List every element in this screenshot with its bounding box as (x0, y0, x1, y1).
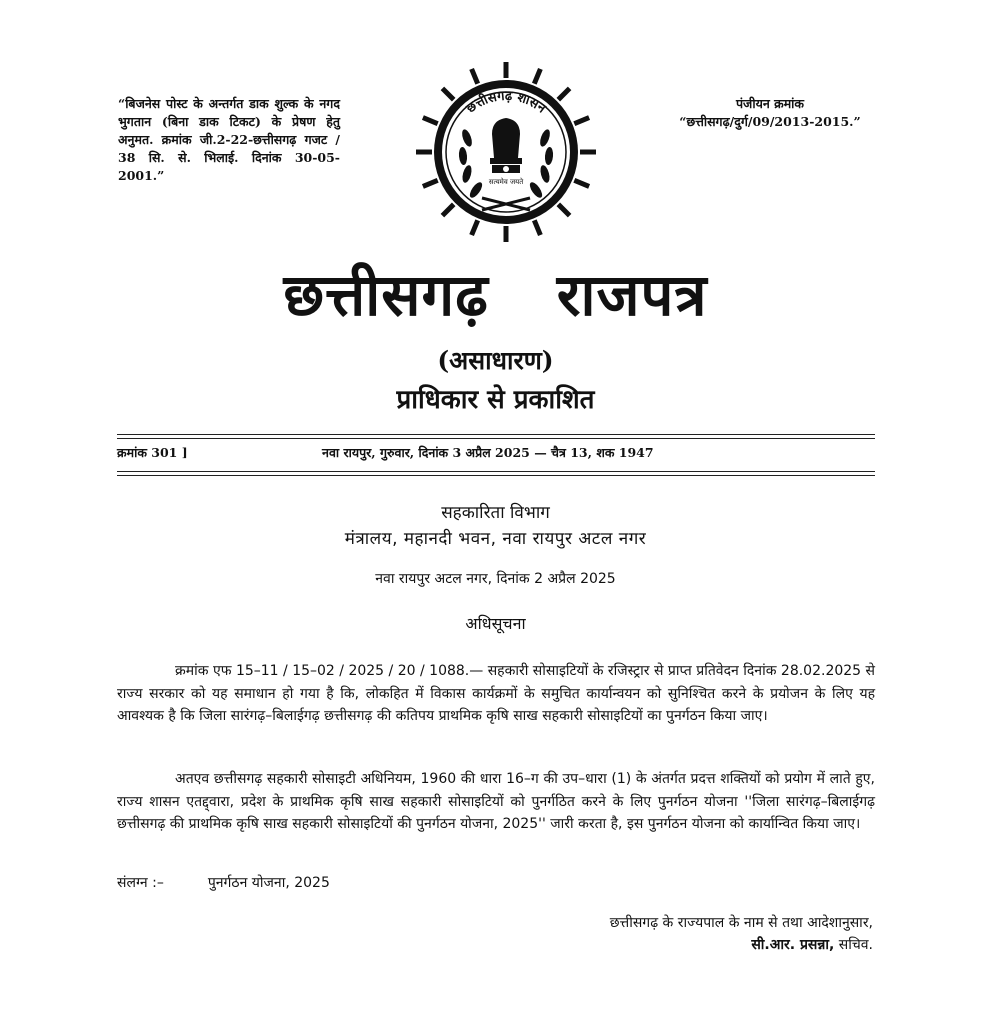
department-address: मंत्रालय, महानदी भवन, नवा रायपुर अटल नगर (344, 529, 647, 549)
registration-number: “छत्तीसगढ़/दुर्ग/09/2013-2015.” (679, 114, 861, 129)
paragraph-2: अतएव छत्तीसगढ़ सहकारी सोसाइटी अधिनियम, 1960 की धारा 16–ग की उप–धारा (1) के अंतर्गत प्रदत्त शक्तियों को प्रयोग में लाते हुए, राज्य शासन एतद्द्वारा, प्रदेश के प्राथमिक कृषि साख सहकारी सोसाइटियों को पुनर्गठित करने के लिए पुनर्गठन योजना ''जिला सारंगढ़–बिलाईगढ़ छत्तीसगढ़ की प्राथमिक कृषि साख सहकारी सोसाइटियों की पुनर्गठन योजना, 2025'' जारी करता है, इस पुनर्गठन योजना को कार्यान्वित किया जाए। (117, 771, 875, 832)
enclosure (117, 872, 330, 894)
enclosure-label: संलग्न :– (117, 875, 164, 891)
signature-block (751, 934, 873, 956)
gazette-title (0, 255, 991, 335)
title-right: राजपत्र (556, 261, 708, 329)
registration-label: पंजीयन क्रमांक (735, 96, 805, 111)
registration-note (640, 95, 900, 131)
divider-top-2 (117, 438, 875, 439)
postal-note: “बिजनेस पोस्ट के अन्तर्गत डाक शुल्क के नगद भुगतान (बिना डाक टिकट) के प्रेषण हेतु अनुमत. क्रमांक जी.2-22-छत्तीसगढ़ गजट / 38 सि. से. भिलाई. दिनांक 30-05-2001.” (118, 96, 340, 183)
title-left: छत्तीसगढ़ (283, 261, 489, 329)
issue-number: क्रमांक 301 ] (117, 445, 188, 460)
enclosure-value: पुनर्गठन योजना, 2025 (207, 875, 330, 891)
signature-order: छत्तीसगढ़ के राज्यपाल के नाम से तथा आदेशानुसार, (609, 915, 873, 931)
dateline: नवा रायपुर अटल नगर, दिनांक 2 अप्रैल 2025 (375, 571, 616, 587)
divider-top-1 (117, 434, 875, 435)
divider-bottom-2 (117, 475, 875, 476)
authority-label: प्राधिकार से प्रकाशित (396, 385, 595, 415)
emblem-top-text: छत्तीसगढ़ शासन (463, 88, 549, 117)
signatory-title: सचिव. (838, 937, 873, 953)
divider-bottom-1 (117, 471, 875, 472)
emblem-motto: सत्यमेव जयते (488, 178, 524, 186)
department-block (0, 500, 991, 552)
state-emblem-icon (412, 58, 600, 246)
edition-label: (असाधारण) (437, 346, 554, 375)
notification-title: अधिसूचना (465, 614, 526, 633)
signatory-name: सी.आर. प्रसन्ना, (751, 937, 835, 953)
department-name: सहकारिता विभाग (441, 503, 550, 523)
issue-date: नवा रायपुर, गुरुवार, दिनांक 3 अप्रैल 2025 — चैत्र 13, शक 1947 (322, 445, 654, 460)
paragraph-1: क्रमांक एफ 15–11 / 15–02 / 2025 / 20 / 1088.— सहकारी सोसाइटियों के रजिस्ट्रार से प्राप्त प्रतिवेदन दिनांक 28.02.2025 से राज्य सरकार को यह समाधान हो गया है कि, लोकहित में विकास कार्यक्रमों के समुचित कार्यान्वयन को सुनिश्चित करने के प्रयोजन के लिए यह आवश्यक है कि जिला सारंगढ़–बिलाईगढ़ छत्तीसगढ़ की कतिपय प्राथमिक कृषि साख सहकारी सोसाइटियों का पुनर्गठन किया जाए। (117, 663, 875, 724)
